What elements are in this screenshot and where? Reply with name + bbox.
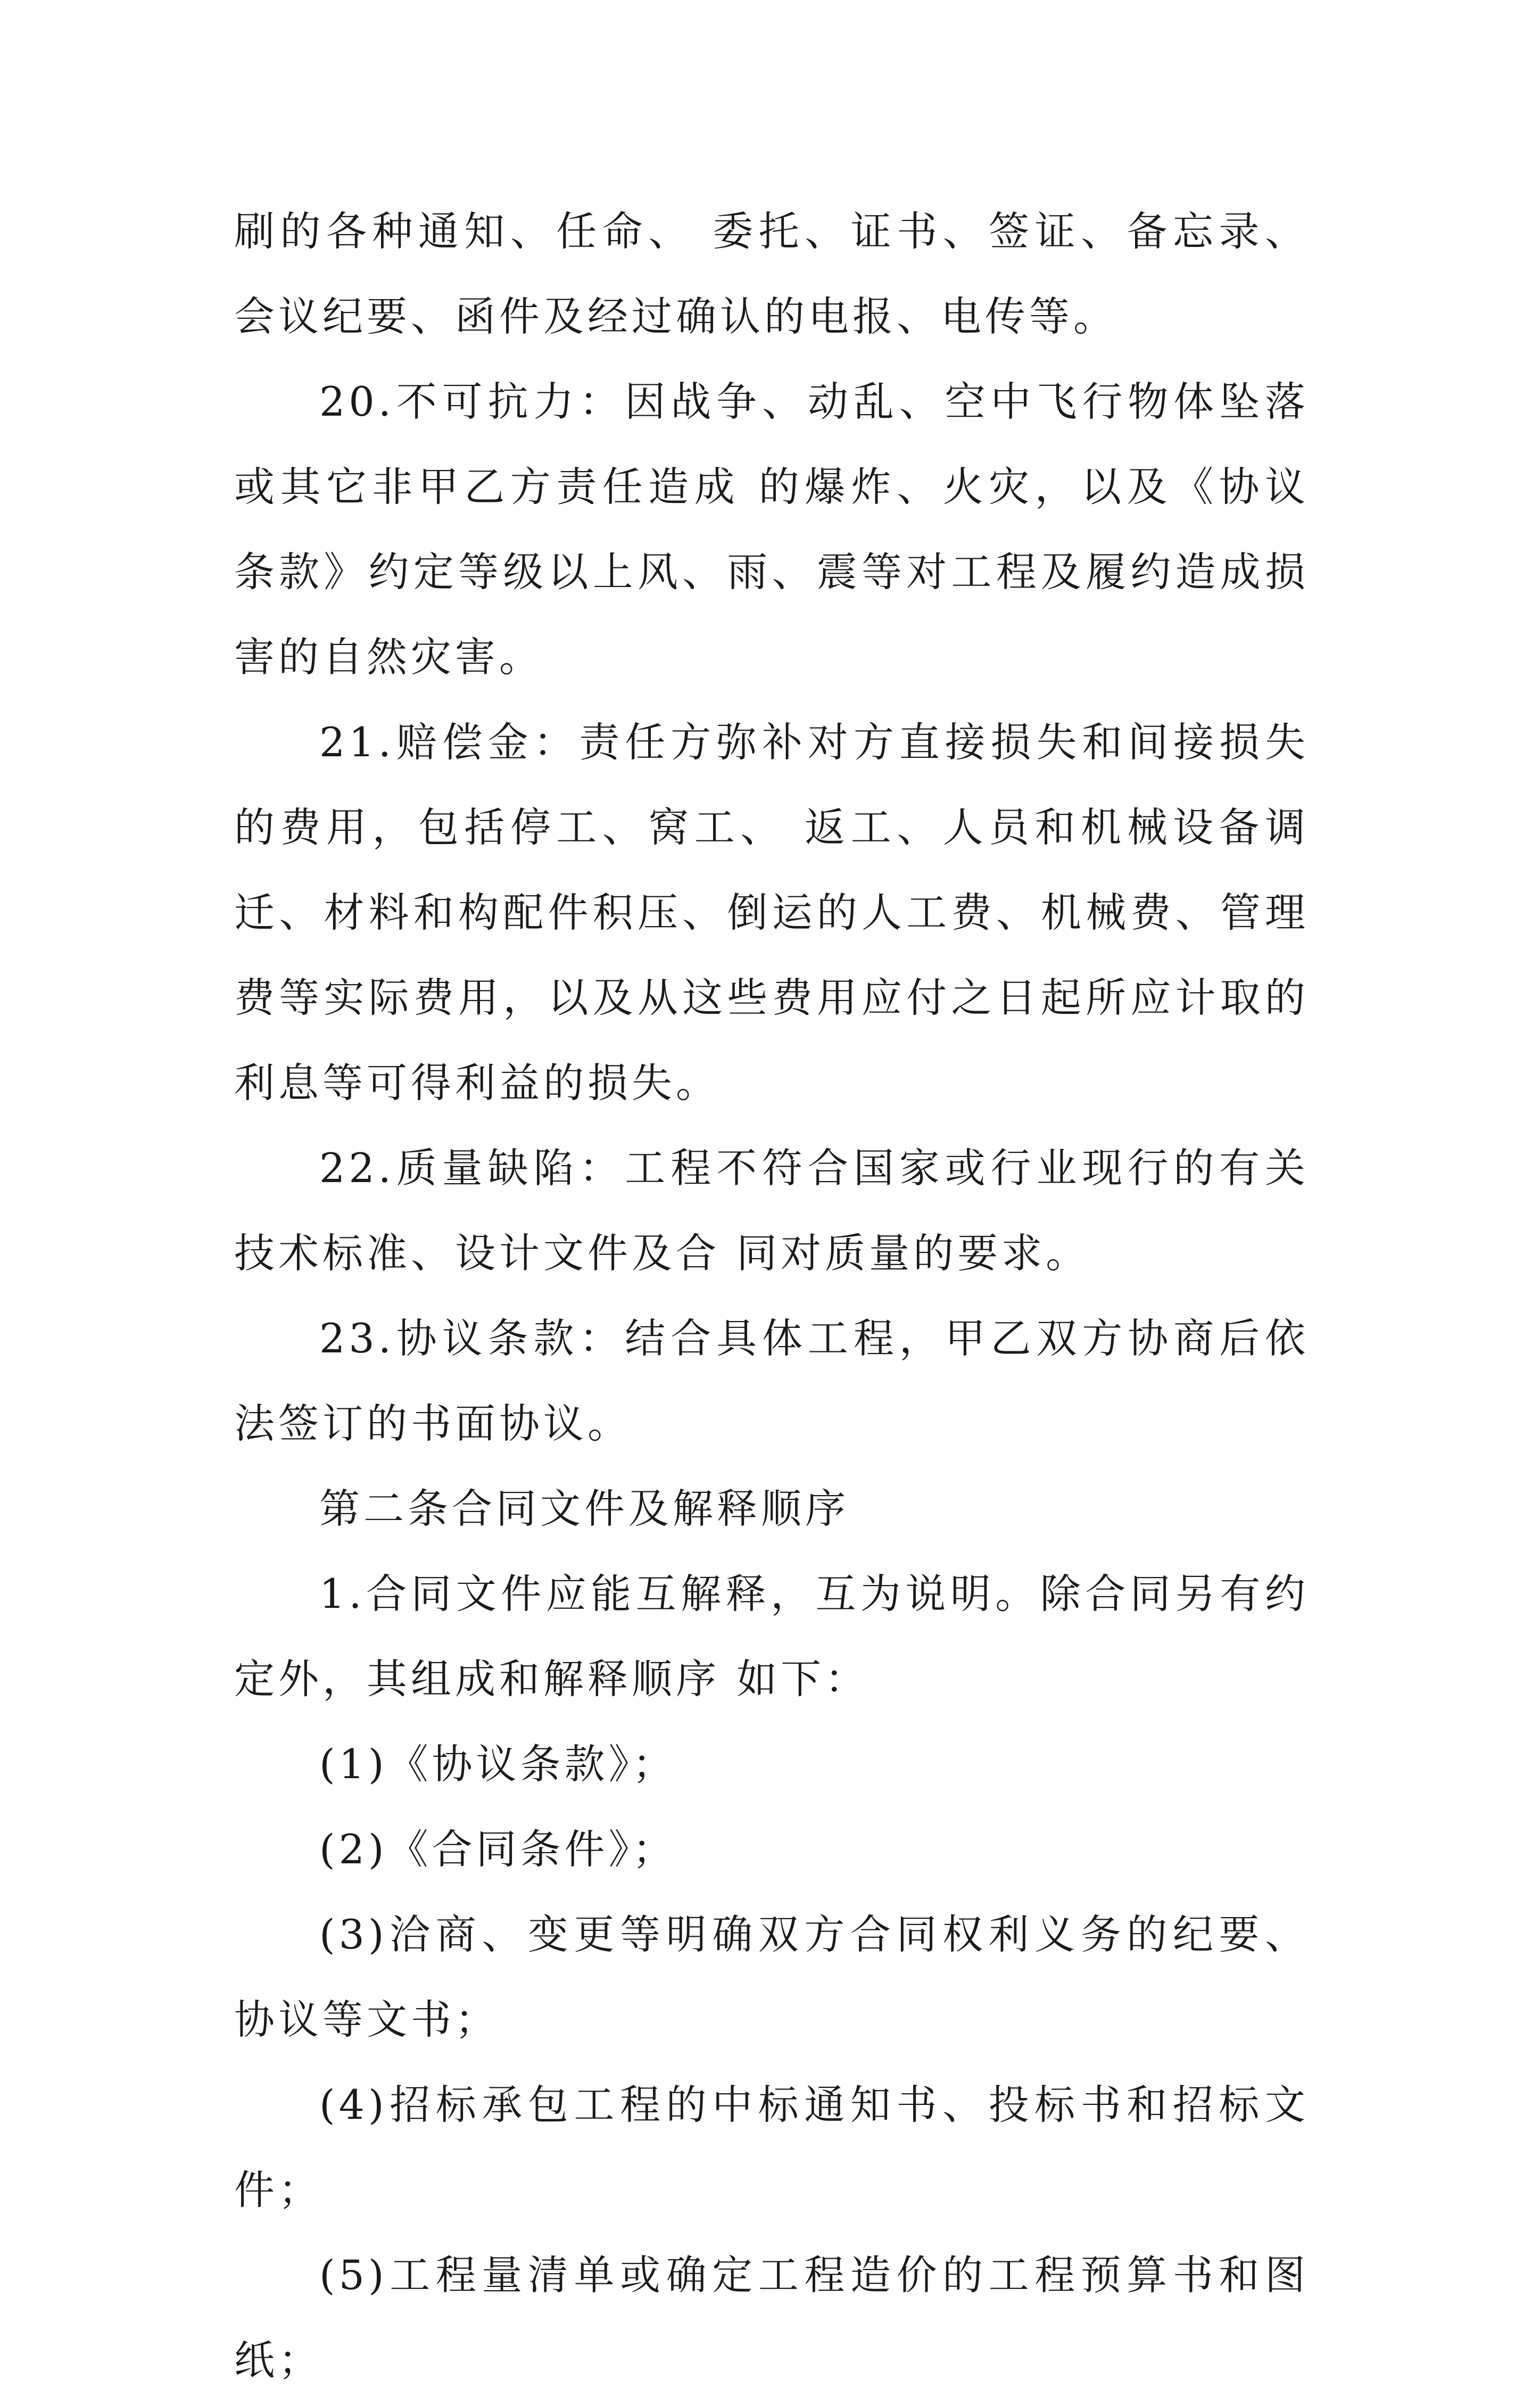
list-item-3: (3)洽商、变更等明确双方合同权利义务的纪要、协议等文书； — [234, 1911, 1309, 2043]
paragraph-notices-continuation: 刷的各种通知、任命、 委托、证书、签证、备忘录、会议纪要、函件及经过确认的电报、电传等。 — [234, 208, 1309, 340]
paragraph-item-20-force-majeure: 20.不可抗力：因战争、动乱、空中飞行物体坠落或其它非甲乙方责任造成 的爆炸、火灾，以及《协议条款》约定等级以上风、雨、震等对工程及履约造成损 害的自然灾害。 — [234, 378, 1326, 681]
list-item-1: (1)《协议条款》； — [319, 1740, 677, 1788]
paragraph-item-21-compensation: 21.赔偿金：责任方弥补对方直接损失和间接损失的费用，包括停工、窝工、 返工、人员和机械设备调迁、材料和构配件积压、倒运的人工费、机械费、管理 费等实际费用，以及从这些费用应付之日起所应计取的利息等可得利益的损失。 — [234, 719, 1326, 1106]
contract-text-body — [234, 189, 1326, 2403]
list-item-5: (5)工程量清单或确定工程造价的工程预算书和图纸； — [234, 2251, 1309, 2384]
paragraph-item-22-quality-defect: 22.质量缺陷：工程不符合国家或行业现行的有关技术标准、设计文件及合 同对质量的要求。 — [234, 1144, 1309, 1277]
paragraph-article-2-item-1: 1.合同文件应能互解释，互为说明。除合同另有约定外，其组成和解释顺序 如下： — [234, 1570, 1309, 1703]
list-item-2: (2)《合同条件》； — [319, 1826, 677, 1873]
list-item-4: (4)招标承包工程的中标通知书、投标书和招标文件； — [234, 2081, 1309, 2214]
section-heading-article-2: 第二条合同文件及解释顺序 — [319, 1485, 849, 1532]
paragraph-item-23-agreement-terms: 23.协议条款：结合具体工程，甲乙双方协商后依法签订的书面协议。 — [234, 1315, 1309, 1447]
